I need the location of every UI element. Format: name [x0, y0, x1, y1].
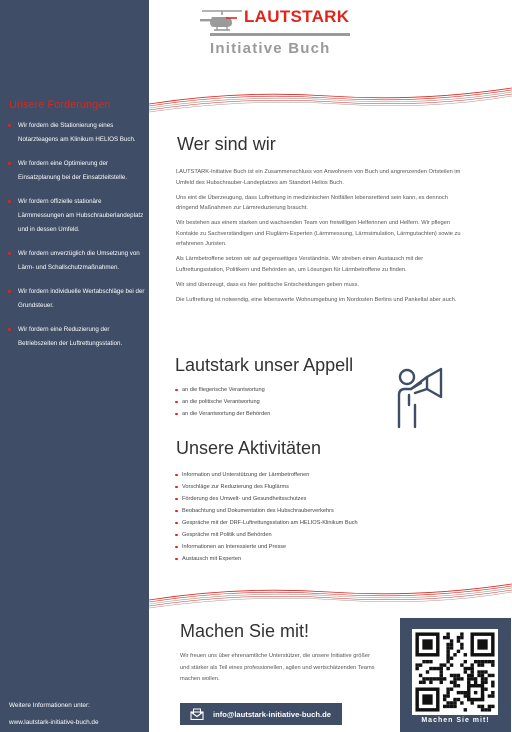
logo	[196, 4, 360, 58]
footer-label: Weitere Informationen unter:	[9, 702, 90, 709]
logo-title: LAUTSTARK	[244, 7, 350, 26]
activity-item: Information und Unterstützung der Lärmbetroffenen	[174, 469, 434, 481]
join-text: Wir freuen uns über ehrenamtliche Unterstützer, die unsere Initiative größer und stärker als Teil eines professionellen, agilen und wertschätzenden Teams machen wollen.	[180, 653, 375, 682]
qr-code-box[interactable]	[400, 618, 511, 732]
megaphone-person-icon	[395, 365, 445, 429]
footer-url-link[interactable]: www.lautstark-initiative-buch.de	[9, 719, 99, 726]
wave-divider	[149, 84, 512, 114]
qr-code	[412, 629, 498, 715]
sidebar-footer	[9, 697, 99, 731]
wave-divider	[149, 582, 512, 610]
demand-item: Wir fordern offizielle stationäre Lärmmessungen am Hubschrauberlandeplatz und in dessen Umfeld.	[8, 195, 146, 237]
email-address: info@lautstark-initiative-buch.de	[213, 709, 331, 719]
activity-item: Austausch mit Experten	[174, 553, 434, 565]
helicopter-icon	[200, 8, 244, 34]
activity-item: Informationen an Interessierte und Presse	[174, 541, 434, 553]
who-paragraph: Die Luftrettung ist notwendig, eine lebenswerte Wohnumgebung im Nordosten Berlins und Pankeltal aber auch.	[176, 296, 457, 303]
activities-list	[174, 469, 434, 565]
who-paragraph: Wir bestehen aus einem starken und wachsenden Team von freiwilligen Helferinnen und Helfern. Wir pflegen Kontakte zu Sachverständigen und Fluglärm-Experten (Lärmmessung, Lärmsimulation, Lärmgutachten) sowie zu erfahrenen Juristen.	[176, 220, 461, 248]
qr-code-icon	[412, 629, 498, 715]
who-paragraph: Als Lärmbetroffene setzen wir auf gegenseitiges Verständnis. Wir streben einen Austausch mit der Luftrettungsstation, Politikern und Behörden an, um Lösungen für Lärmbetroffene zu finden.	[176, 256, 424, 273]
demand-list	[8, 119, 146, 361]
activity-item: Beobachtung und Dokumentation des Hubschrauberverkehrs	[174, 505, 434, 517]
demand-item: Wir fordern individuelle Wertabschläge bei der Grundsteuer.	[8, 285, 146, 313]
appeal-heading: Lautstark unser Appell	[175, 355, 354, 375]
appeal-item: an die Verantwortung der Behörden	[174, 408, 374, 420]
who-text	[176, 167, 464, 310]
demand-item: Wir fordern eine Reduzierung der Betriebszeiten der Luftrettungsstation.	[8, 323, 146, 351]
appeal-list	[174, 384, 374, 420]
demand-item: Wir fordern unverzüglich die Umsetzung von Lärm- und Schallschutzmaßnahmen.	[8, 247, 146, 275]
appeal-item: an die fliegerische Verantwortung	[174, 384, 374, 396]
appeal-item: an die politische Verantwortung	[174, 396, 374, 408]
who-heading: Wer sind wir	[177, 134, 276, 154]
logo-subtitle: Initiative Buch	[210, 40, 331, 57]
who-paragraph: Wir sind überzeugt, dass es hier politische Entscheidungen geben muss.	[176, 281, 360, 288]
sidebar-title: Unsere Forderungen	[9, 99, 111, 111]
sidebar	[0, 0, 149, 732]
join-heading: Machen Sie mit!	[180, 621, 310, 641]
who-paragraph: LAUTSTARK-Initiative Buch ist ein Zusammenschluss von Anwohnern von Buch und angrenzenden Ortsteilen im Umfeld des Hubschrauber-Landeplatzes am Standort Helios Buch.	[176, 169, 461, 186]
activity-item: Gespräche mit Politik und Behörden	[174, 529, 434, 541]
mail-icon	[190, 708, 204, 720]
activities-heading: Unsere Aktivitäten	[176, 438, 322, 458]
activity-item: Gespräche mit der DRF-Luftrettungsstation am HELIOS-Klinikum Buch	[174, 517, 434, 529]
demand-item: Wir fordern eine Optimierung der Einsatzplanung bei der Einsatzleitstelle.	[8, 157, 146, 185]
logo-divider	[210, 33, 350, 36]
activity-item: Vorschläge zur Reduzierung des Fluglärms	[174, 481, 434, 493]
demand-item: Wir fordern die Stationierung eines Notarzteagens am Klinikum HELIOS Buch.	[8, 119, 146, 147]
qr-label: Machen Sie mit!	[421, 717, 490, 724]
who-paragraph: Uns eint die Überzeugung, dass Luftrettung in medizinischen Notfällen lebensrettend sein kann, es dennoch dringend Maßnahmen zur Lärmreduzierung braucht.	[176, 194, 448, 212]
email-button[interactable]	[180, 703, 342, 725]
activity-item: Förderung des Umwelt- und Gesundheitsschutzes	[174, 493, 434, 505]
